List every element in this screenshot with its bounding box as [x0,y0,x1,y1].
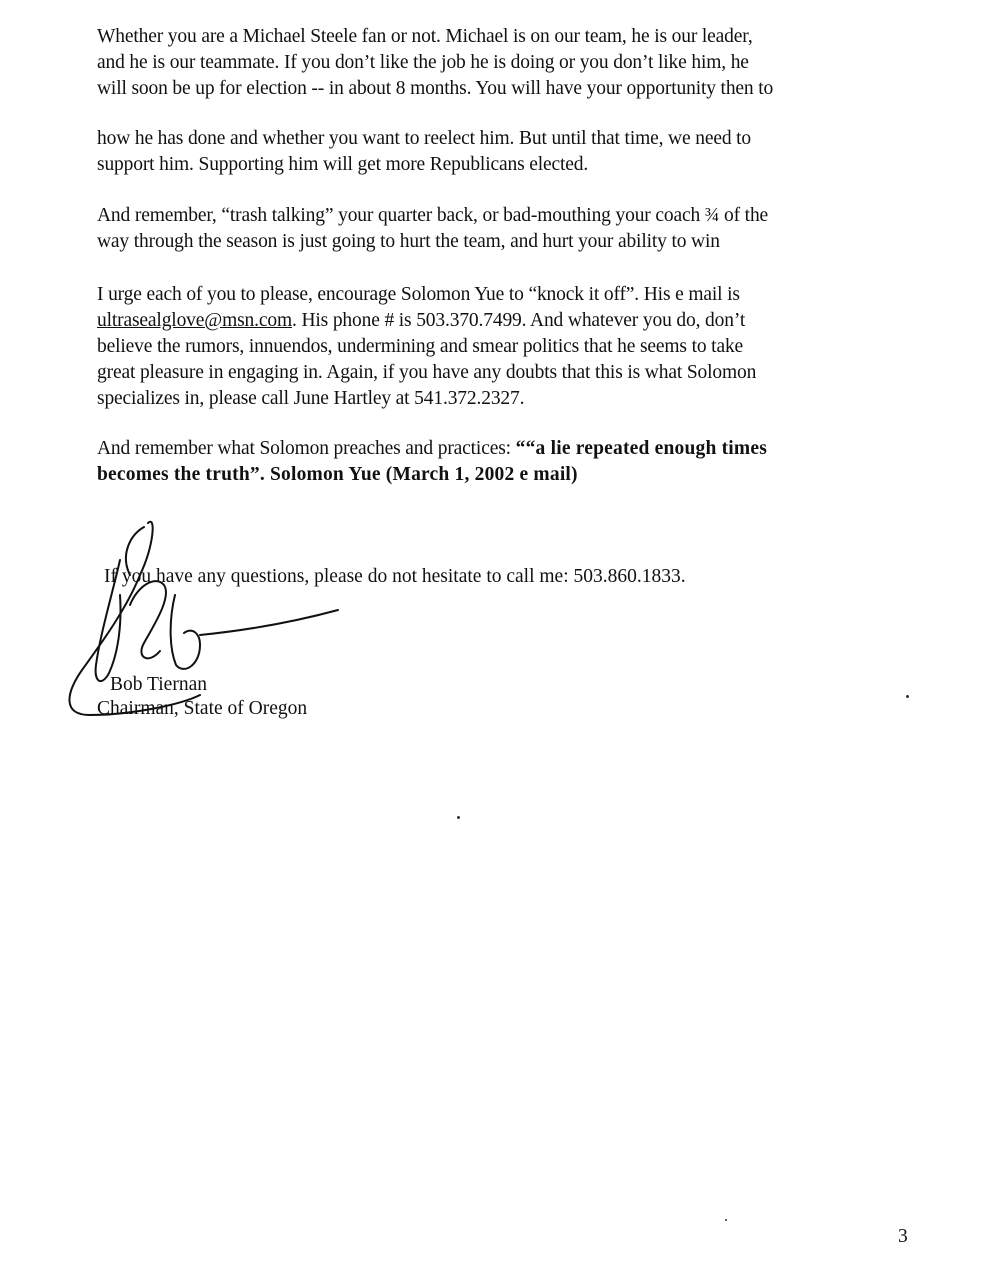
closing-contact: If you have any questions, please do not hesitate to call me: 503.860.1833. [104,566,686,587]
text-line: specializes in, please call June Hartley at 541.372.2327. [97,388,525,409]
text-line: I urge each of you to please, encourage Solomon Yue to “knock it off”. His e mail is [97,284,740,305]
text-line: believe the rumors, innuendos, undermining and smear politics that he seems to take [97,336,744,357]
text-line [97,308,756,334]
quote-attribution: becomes the truth”. Solomon Yue (March 1, 2002 e mail) [97,464,578,485]
paragraph-4 [97,282,756,412]
paragraph-1 [97,24,773,102]
text-line: and he is our teammate. If you don’t like the job he is doing or you don’t like him, he [97,52,749,73]
signer-name: Bob Tiernan [110,674,207,695]
paragraph-5 [97,436,767,488]
text-line [97,436,767,462]
scan-speck [457,816,460,819]
email-link[interactable]: ultrasealglove@msn.com [97,310,292,331]
signer-title: Chairman, State of Oregon [97,698,308,719]
scan-speck [725,1219,727,1221]
signature [60,515,420,730]
text-line: will soon be up for election -- in about 8 months. You will have your opportunity then to [97,78,774,99]
signature-drawing [60,515,420,730]
text-line: how he has done and whether you want to reelect him. But until that time, we need to [97,128,752,149]
paragraph-3 [97,203,768,255]
quote-text: ““a lie repeated enough times [515,438,767,459]
text-line: way through the season is just going to hurt the team, and hurt your ability to win [97,231,720,252]
page-number: 3 [898,1226,908,1247]
quote-lead: And remember what Solomon preaches and practices: [97,438,516,459]
text-line: great pleasure in engaging in. Again, if you have any doubts that this is what Solomon [97,362,757,383]
text-line: And remember, “trash talking” your quarter back, or bad-mouthing your coach ¾ of the [97,205,769,226]
text-line: support him. Supporting him will get more Republicans elected. [97,154,589,175]
scan-speck [906,695,909,698]
phone-text: . His phone # is 503.370.7499. And whatever you do, don’t [292,310,746,331]
text-line: Whether you are a Michael Steele fan or not. Michael is on our team, he is our leader, [97,26,753,47]
paragraph-2 [97,126,751,178]
